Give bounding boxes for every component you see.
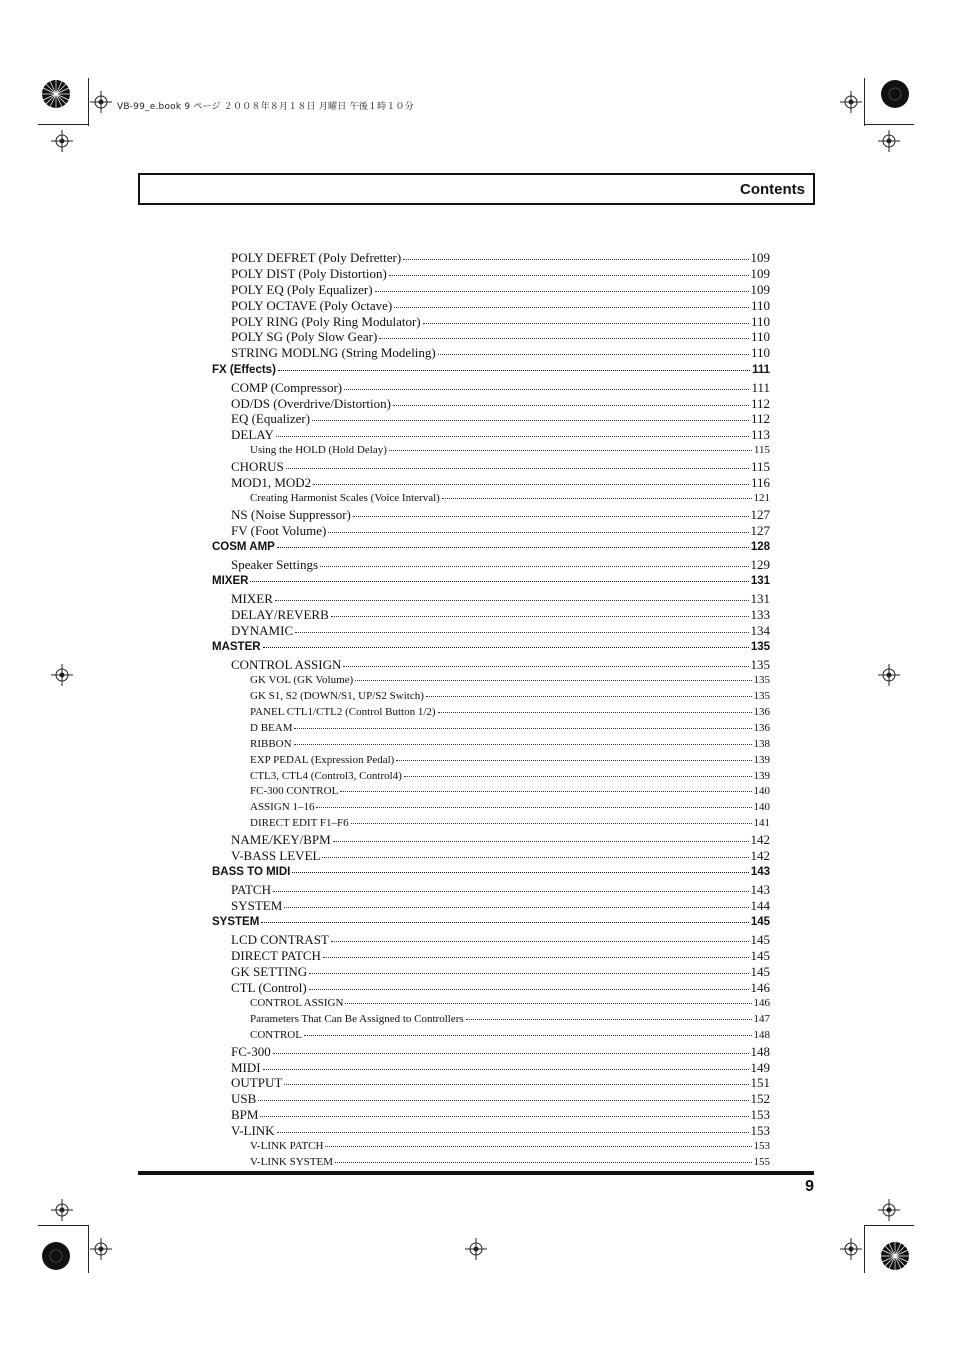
toc-entry[interactable]: [212, 720, 770, 736]
toc-leader-dots: [312, 410, 749, 423]
toc-entry[interactable]: [212, 1138, 770, 1154]
toc-leader-dots: [320, 556, 748, 569]
toc-entry[interactable]: [212, 1074, 770, 1090]
toc-entry[interactable]: [212, 638, 770, 656]
toc-leader-dots: [322, 847, 748, 860]
toc-entry-label: Speaker Settings: [231, 556, 319, 572]
toc-leader-dots: [260, 1106, 748, 1119]
toc-leader-dots: [263, 1059, 749, 1072]
toc-entry-page: 146: [753, 996, 770, 1009]
toc-entry-label: MASTER: [212, 641, 261, 654]
toc-entry-page: 145: [750, 932, 770, 948]
toc-entry-label: PATCH: [231, 882, 271, 898]
toc-entry-page: 135: [750, 641, 770, 654]
toc-entry-page: 142: [750, 847, 770, 863]
toc-entry[interactable]: [212, 395, 770, 411]
toc-leader-dots: [438, 704, 752, 715]
toc-entry-page: 110: [750, 313, 770, 329]
toc-entry[interactable]: [212, 931, 770, 947]
toc-entry-page: 135: [753, 690, 770, 703]
toc-leader-dots: [278, 361, 750, 373]
toc-leader-dots: [325, 1138, 751, 1149]
toc-entry[interactable]: [212, 672, 770, 688]
toc-entry[interactable]: [212, 783, 770, 799]
toc-entry[interactable]: [212, 490, 770, 506]
toc-entry-label: V-LINK PATCH: [250, 1139, 324, 1152]
toc-entry-page: 149: [750, 1059, 770, 1075]
toc-entry[interactable]: [212, 313, 770, 329]
toc-leader-dots: [355, 672, 751, 683]
toc-entry-label: NAME/KEY/BPM: [231, 832, 331, 848]
footer-rule: [138, 1171, 814, 1175]
toc-entry-page: 128: [750, 540, 770, 553]
toc-entry-label: POLY OCTAVE (Poly Octave): [231, 297, 393, 313]
toc-entry[interactable]: [212, 522, 770, 538]
toc-entry-label: COSM AMP: [212, 540, 275, 553]
toc-entry[interactable]: [212, 752, 770, 768]
toc-entry-label: ASSIGN 1–16: [250, 801, 315, 814]
toc-entry-page: 135: [750, 657, 770, 673]
toc-entry-label: FV (Foot Volume): [231, 522, 327, 538]
toc-entry-label: POLY EQ (Poly Equalizer): [231, 281, 373, 297]
toc-entry-page: 143: [750, 882, 770, 898]
toc-entry-page: 143: [750, 866, 770, 879]
toc-entry-page: 144: [750, 898, 770, 914]
toc-leader-dots: [353, 506, 749, 519]
toc-entry-page: 148: [753, 1028, 770, 1041]
toc-entry-page: 115: [750, 459, 770, 475]
toc-entry-label: EQ (Equalizer): [231, 411, 311, 427]
toc-entry-page: 133: [750, 607, 770, 623]
toc-entry[interactable]: [212, 442, 770, 458]
toc-entry-page: 138: [753, 737, 770, 750]
toc-entry-label: CONTROL: [250, 1028, 302, 1041]
toc-entry[interactable]: [212, 963, 770, 979]
toc-entry-page: 153: [750, 1107, 770, 1123]
toc-entry[interactable]: [212, 328, 770, 344]
toc-entry-label: POLY RING (Poly Ring Modulator): [231, 313, 421, 329]
toc-entry[interactable]: [212, 281, 770, 297]
toc-entry-label: EXP PEDAL (Expression Pedal): [250, 753, 395, 766]
toc-entry-page: 141: [753, 817, 770, 830]
toc-leader-dots: [295, 622, 748, 635]
toc-leader-dots: [423, 313, 749, 326]
toc-entry[interactable]: [212, 265, 770, 281]
toc-entry-label: FC-300 CONTROL: [250, 785, 339, 798]
toc-entry-page: 110: [750, 345, 770, 361]
toc-entry-label: FX (Effects): [212, 363, 276, 376]
registration-mark-icon: [51, 1199, 73, 1221]
toc-entry-label: POLY DIST (Poly Distortion): [231, 265, 387, 281]
toc-leader-dots: [403, 249, 748, 262]
toc-leader-dots: [263, 639, 749, 651]
toc-entry-label: BPM: [231, 1107, 259, 1123]
toc-entry[interactable]: [212, 458, 770, 474]
toc-entry-page: 121: [753, 491, 770, 504]
toc-entry-page: 140: [753, 785, 770, 798]
toc-entry-label: STRING MODLNG (String Modeling): [231, 345, 436, 361]
toc-entry-page: 145: [750, 916, 770, 929]
toc-entry-label: CONTROL ASSIGN: [231, 657, 342, 673]
toc-entry-label: V-LINK: [231, 1123, 275, 1139]
toc-entry[interactable]: [212, 379, 770, 395]
toc-leader-dots: [261, 914, 749, 926]
toc-leader-dots: [309, 979, 749, 992]
toc-entry-page: 151: [750, 1075, 770, 1091]
toc-entry-label: MIDI: [231, 1059, 261, 1075]
toc-leader-dots: [294, 720, 751, 731]
toc-entry-page: 112: [750, 411, 770, 427]
toc-leader-dots: [275, 590, 749, 603]
toc-entry[interactable]: [212, 897, 770, 913]
toc-leader-dots: [277, 538, 749, 550]
toc-leader-dots: [340, 783, 751, 794]
toc-entry-label: BASS TO MIDI: [212, 866, 291, 879]
toc-entry-label: DYNAMIC: [231, 622, 294, 638]
toc-entry-page: 153: [753, 1139, 770, 1152]
page-number: 9: [805, 1178, 814, 1195]
toc-leader-dots: [316, 799, 751, 810]
toc-entry[interactable]: [212, 913, 770, 931]
toc-entry-page: 109: [750, 250, 770, 265]
toc-entry-page: 131: [750, 591, 770, 607]
toc-entry-page: 109: [750, 265, 770, 281]
toc-entry-page: 139: [753, 769, 770, 782]
toc-entry[interactable]: [212, 736, 770, 752]
toc-entry[interactable]: [212, 538, 770, 556]
toc-leader-dots: [331, 931, 749, 944]
toc-leader-dots: [335, 1154, 751, 1165]
toc-entry-label: CONTROL ASSIGN: [250, 996, 344, 1009]
toc-entry[interactable]: [212, 1043, 770, 1059]
toc-entry[interactable]: [212, 474, 770, 490]
registration-mark-icon: [51, 130, 73, 152]
toc-entry-label: MIXER: [231, 591, 273, 607]
starburst-mark-icon: [41, 1241, 71, 1271]
registration-mark-icon: [90, 1238, 112, 1260]
toc-leader-dots: [284, 1074, 748, 1087]
registration-mark-icon: [878, 664, 900, 686]
toc-entry[interactable]: [212, 947, 770, 963]
toc-entry[interactable]: [212, 1154, 770, 1170]
toc-leader-dots: [323, 947, 749, 960]
starburst-mark-icon: [880, 1241, 910, 1271]
toc-entry-page: 139: [753, 753, 770, 766]
toc-entry[interactable]: [212, 688, 770, 704]
toc-entry[interactable]: [212, 768, 770, 784]
toc-entry-page: 134: [750, 622, 770, 638]
toc-entry-label: DIRECT EDIT F1–F6: [250, 817, 349, 830]
toc-entry[interactable]: [212, 572, 770, 590]
toc-entry-label: SYSTEM: [212, 916, 260, 929]
toc-leader-dots: [333, 831, 749, 844]
toc-entry[interactable]: [212, 360, 770, 378]
toc-entry-label: CHORUS: [231, 459, 284, 475]
starburst-mark-icon: [41, 79, 71, 109]
toc-leader-dots: [438, 344, 749, 357]
toc-leader-dots: [375, 281, 749, 294]
toc-entry[interactable]: [212, 1027, 770, 1043]
toc-entry-page: 145: [750, 948, 770, 964]
toc-leader-dots: [426, 688, 752, 699]
toc-leader-dots: [396, 752, 751, 763]
toc-entry-page: 127: [750, 522, 770, 538]
toc-entry-label: NS (Noise Suppressor): [231, 506, 351, 522]
toc-entry-label: RIBBON: [250, 737, 292, 750]
toc-leader-dots: [379, 328, 749, 341]
toc-entry-label: POLY DEFRET (Poly Defretter): [231, 250, 402, 265]
toc-entry-label: Parameters That Can Be Assigned to Controllers: [250, 1012, 464, 1025]
toc-leader-dots: [273, 1043, 749, 1056]
registration-mark-icon: [90, 91, 112, 113]
toc-entry[interactable]: [212, 297, 770, 313]
toc-entry-page: 110: [750, 297, 770, 313]
toc-entry[interactable]: [212, 847, 770, 863]
toc-entry-label: SYSTEM: [231, 898, 283, 914]
registration-mark-icon: [878, 1199, 900, 1221]
toc-entry-label: OUTPUT: [231, 1075, 283, 1091]
toc-leader-dots: [393, 395, 749, 408]
toc-entry-page: 115: [753, 444, 770, 457]
toc-leader-dots: [331, 606, 749, 619]
toc-entry[interactable]: [212, 1011, 770, 1027]
table-of-contents: [212, 249, 770, 1170]
toc-entry-page: 110: [750, 329, 770, 345]
toc-entry[interactable]: [212, 1106, 770, 1122]
toc-entry-label: DELAY: [231, 427, 274, 443]
toc-entry-page: 152: [750, 1091, 770, 1107]
registration-mark-icon: [840, 1238, 862, 1260]
toc-entry[interactable]: [212, 704, 770, 720]
toc-leader-dots: [389, 442, 752, 453]
toc-entry-label: MOD1, MOD2: [231, 474, 312, 490]
toc-entry[interactable]: [212, 656, 770, 672]
toc-entry-page: 111: [752, 363, 770, 376]
toc-leader-dots: [442, 490, 752, 501]
toc-entry-label: USB: [231, 1091, 257, 1107]
toc-leader-dots: [292, 864, 748, 876]
toc-leader-dots: [304, 1027, 752, 1038]
registration-mark-icon: [465, 1238, 487, 1260]
toc-entry-page: 135: [753, 674, 770, 687]
toc-entry-label: PANEL CTL1/CTL2 (Control Button 1/2): [250, 705, 436, 718]
toc-entry-page: 129: [750, 556, 770, 572]
toc-leader-dots: [345, 995, 751, 1006]
toc-entry-page: 131: [750, 575, 770, 588]
toc-leader-dots: [277, 1122, 749, 1135]
toc-entry-page: 112: [750, 395, 770, 411]
toc-entry-label: CTL (Control): [231, 980, 307, 996]
toc-entry[interactable]: [212, 556, 770, 572]
toc-entry[interactable]: [212, 995, 770, 1011]
toc-entry[interactable]: [212, 249, 770, 265]
toc-entry[interactable]: [212, 1122, 770, 1138]
toc-leader-dots: [404, 768, 752, 779]
toc-entry-label: POLY SG (Poly Slow Gear): [231, 329, 378, 345]
toc-entry-label: COMP (Compressor): [231, 379, 343, 395]
toc-leader-dots: [343, 656, 748, 669]
toc-entry[interactable]: [212, 606, 770, 622]
toc-entry[interactable]: [212, 881, 770, 897]
toc-entry-page: 147: [753, 1012, 770, 1025]
toc-leader-dots: [344, 379, 749, 392]
toc-entry-page: 142: [750, 832, 770, 848]
toc-leader-dots: [258, 1090, 748, 1103]
toc-entry-page: 109: [750, 281, 770, 297]
toc-entry[interactable]: [212, 344, 770, 360]
toc-entry-page: 148: [750, 1043, 770, 1059]
toc-entry-label: FC-300: [231, 1043, 271, 1059]
toc-entry-page: 136: [753, 705, 770, 718]
toc-leader-dots: [309, 963, 748, 976]
toc-entry-label: GK VOL (GK Volume): [250, 674, 354, 687]
toc-entry[interactable]: [212, 590, 770, 606]
toc-entry-label: LCD CONTRAST: [231, 932, 329, 948]
toc-entry-label: OD/DS (Overdrive/Distortion): [231, 395, 391, 411]
toc-entry-page: 153: [750, 1123, 770, 1139]
toc-entry-page: 155: [753, 1155, 770, 1168]
toc-leader-dots: [394, 297, 749, 310]
toc-entry-page: 146: [750, 980, 770, 996]
toc-entry-label: V-LINK SYSTEM: [250, 1155, 334, 1168]
toc-leader-dots: [294, 736, 752, 747]
section-title-box: [138, 173, 815, 205]
toc-entry[interactable]: [212, 815, 770, 831]
toc-entry[interactable]: [212, 863, 770, 881]
toc-entry-label: GK S1, S2 (DOWN/S1, UP/S2 Switch): [250, 690, 424, 703]
registration-mark-icon: [51, 664, 73, 686]
toc-entry-label: D BEAM: [250, 721, 293, 734]
print-header: VB-99_e.book 9 ページ ２００８年８月１８日 月曜日 午後１時１０分: [117, 102, 414, 112]
toc-leader-dots: [284, 897, 748, 910]
toc-entry-page: 113: [750, 427, 770, 443]
toc-entry-label: Using the HOLD (Hold Delay): [250, 444, 387, 457]
registration-mark-icon: [878, 130, 900, 152]
toc-entry-page: 145: [750, 964, 770, 980]
toc-entry[interactable]: [212, 1059, 770, 1075]
toc-entry-label: GK SETTING: [231, 964, 308, 980]
toc-entry-label: CTL3, CTL4 (Control3, Control4): [250, 769, 402, 782]
toc-leader-dots: [286, 458, 749, 471]
toc-leader-dots: [250, 573, 748, 585]
toc-entry-label: Creating Harmonist Scales (Voice Interval): [250, 491, 440, 504]
toc-leader-dots: [328, 522, 748, 535]
toc-entry[interactable]: [212, 410, 770, 426]
toc-entry[interactable]: [212, 799, 770, 815]
registration-mark-icon: [840, 91, 862, 113]
toc-entry-label: V-BASS LEVEL: [231, 847, 321, 863]
toc-leader-dots: [313, 474, 749, 487]
toc-entry[interactable]: [212, 622, 770, 638]
toc-entry-page: 136: [753, 721, 770, 734]
toc-entry[interactable]: [212, 831, 770, 847]
toc-entry[interactable]: [212, 1090, 770, 1106]
toc-leader-dots: [276, 426, 749, 439]
toc-entry-label: MIXER: [212, 575, 249, 588]
toc-entry-label: DIRECT PATCH: [231, 948, 321, 964]
toc-entry[interactable]: [212, 426, 770, 442]
toc-entry[interactable]: [212, 506, 770, 522]
toc-leader-dots: [389, 265, 749, 278]
toc-entry-page: 140: [753, 801, 770, 814]
toc-entry-page: 111: [751, 379, 770, 395]
toc-leader-dots: [466, 1011, 752, 1022]
toc-entry-label: DELAY/REVERB: [231, 607, 329, 623]
toc-entry-page: 116: [750, 474, 770, 490]
toc-entry-page: 127: [750, 506, 770, 522]
section-title: Contents: [740, 181, 805, 198]
toc-leader-dots: [273, 881, 749, 894]
starburst-mark-icon: [880, 79, 910, 109]
toc-entry[interactable]: [212, 979, 770, 995]
toc-leader-dots: [351, 815, 752, 826]
